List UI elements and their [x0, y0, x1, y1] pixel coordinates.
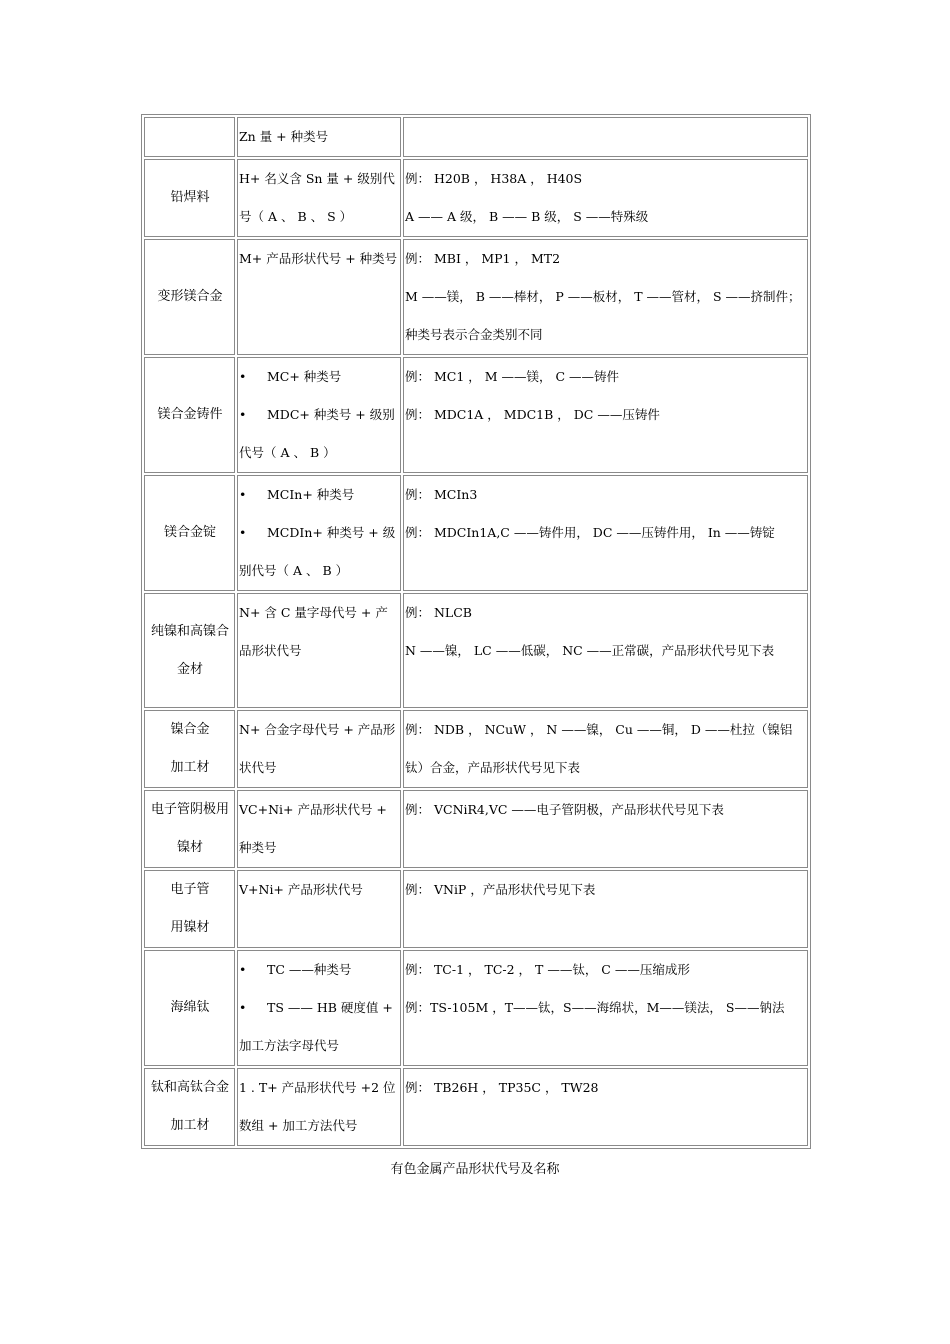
example-text: 例： TC-1 ， TC-2 ， T ——钛， C ——压缩成形 [405, 962, 690, 977]
category-name: 用镍材 [170, 920, 210, 935]
category-name: 钛和高钛合金加工材 [150, 1080, 229, 1133]
rule-cell [237, 357, 401, 473]
table-row [144, 1068, 808, 1146]
rule-cell [237, 239, 401, 355]
category-name: 镁合金锭 [163, 525, 216, 540]
example-cell [403, 239, 808, 355]
rule-text: 1 . T+ 产品形状代号 +2 位数组 + 加工方法代号 [239, 1080, 396, 1133]
rule-cell [237, 710, 401, 788]
example-text: 例： NDB ， NCuW ， N ——镍， Cu ——铜， D ——杜拉（镍铝钛）合金，产品形状代号见下表 [405, 722, 793, 775]
category-cell [144, 790, 235, 868]
rule-bullet-item: • TC ——种类号 [239, 951, 400, 989]
table-row [144, 117, 808, 157]
category-cell [144, 870, 235, 948]
example-text: N ——镍， LC ——低碳， NC ——正常碳，产品形状代号见下表 [405, 643, 775, 658]
example-text: 例： H20B ， H38A ， H40S [405, 171, 583, 186]
table-row [144, 159, 808, 237]
table-row [144, 790, 808, 868]
rule-cell [237, 117, 401, 157]
category-cell [144, 357, 235, 473]
example-cell [403, 1068, 808, 1146]
category-name: 铅焊料 [170, 190, 210, 205]
category-name: 电子管 [170, 882, 210, 897]
example-cell [403, 950, 808, 1066]
example-cell [403, 710, 808, 788]
example-text: 例： NLCB [405, 605, 472, 620]
rule-bullet-item: • MC+ 种类号 [239, 358, 400, 396]
category-cell [144, 239, 235, 355]
example-cell [403, 357, 808, 473]
rule-cell [237, 593, 401, 708]
example-text: 例： MCIn3 [405, 487, 478, 502]
rule-cell [237, 870, 401, 948]
rule-bullet-item: • MCIn+ 种类号 [239, 476, 400, 514]
rule-cell [237, 159, 401, 237]
example-text: 例： MC1 ， M ——镁， C ——铸件 [405, 369, 620, 384]
rule-cell [237, 1068, 401, 1146]
example-text: 例： TB26H ， TP35C ， TW28 [405, 1080, 599, 1095]
rule-bullet-item: • MDC+ 种类号 + 级别代号（ A 、 B ） [239, 396, 400, 472]
rule-text: H+ 名义含 Sn 量 + 级别代号（ A 、 B 、 S ） [239, 171, 395, 224]
category-name: 加工材 [170, 760, 210, 775]
rule-text: VC+Ni+ 产品形状代号 + 种类号 [239, 802, 387, 855]
table-caption: 有色金属产品形状代号及名称 [390, 1162, 560, 1177]
table-row [144, 239, 808, 355]
table-row [144, 357, 808, 473]
rule-cell [237, 475, 401, 591]
rule-text: N+ 合金字母代号 + 产品形状代号 [239, 722, 396, 775]
category-cell [144, 475, 235, 591]
example-cell [403, 790, 808, 868]
category-name: 纯镍和高镍合金材 [150, 623, 229, 677]
category-cell [144, 159, 235, 237]
rule-cell [237, 950, 401, 1066]
example-cell [403, 117, 808, 157]
spec-table-body [144, 117, 808, 1146]
table-row [144, 710, 808, 788]
category-name: 镍合金 [170, 722, 210, 737]
example-text: 例： VNiP ，产品形状代号见下表 [405, 882, 596, 897]
category-cell [144, 710, 235, 788]
rule-text: V+Ni+ 产品形状代号 [239, 882, 363, 897]
example-text: 例：TS-105M ，T——钛，S——海绵状，M——镁法， S——钠法 [405, 1000, 785, 1015]
example-cell [403, 475, 808, 591]
example-cell [403, 870, 808, 948]
category-cell [144, 1068, 235, 1146]
table-row [144, 870, 808, 948]
example-text: 例： MBI ， MP1 ， MT2 [405, 251, 561, 266]
category-name: 电子管阴极用镍材 [150, 802, 229, 855]
example-cell [403, 593, 808, 708]
category-cell [144, 117, 235, 157]
rule-text: N+ 含 C 量字母代号 + 产品形状代号 [239, 605, 388, 658]
example-text: 例： MDC1A ， MDC1B ， DC ——压铸件 [405, 407, 660, 422]
example-text: 例： MDCIn1A,C ——铸件用， DC ——压铸件用， In ——铸锭 [405, 525, 775, 540]
example-text: 例： VCNiR4,VC ——电子管阴极，产品形状代号见下表 [405, 802, 724, 817]
category-cell [144, 593, 235, 708]
rule-bullet-item: • MCDIn+ 种类号 + 级别代号（ A 、 B ） [239, 514, 400, 590]
table-row [144, 950, 808, 1066]
spec-table [141, 114, 811, 1149]
rule-text: Zn 量 + 种类号 [239, 129, 329, 144]
rule-cell [237, 790, 401, 868]
table-row [144, 475, 808, 591]
category-name: 变形镁合金 [157, 289, 223, 304]
example-text: M ——镁， B ——棒材， P ——板材， T ——管材， S ——挤制件；种类号表示合金类别不同 [405, 289, 801, 342]
category-name: 海绵钛 [170, 1000, 210, 1015]
category-name: 镁合金铸件 [157, 407, 223, 422]
example-text: A —— A 级， B —— B 级， S ——特殊级 [405, 209, 649, 224]
rule-bullet-item: • TS —— HB 硬度值 + 加工方法字母代号 [239, 989, 400, 1065]
rule-text: M+ 产品形状代号 + 种类号 [239, 251, 398, 266]
category-cell [144, 950, 235, 1066]
table-row [144, 593, 808, 708]
example-cell [403, 159, 808, 237]
